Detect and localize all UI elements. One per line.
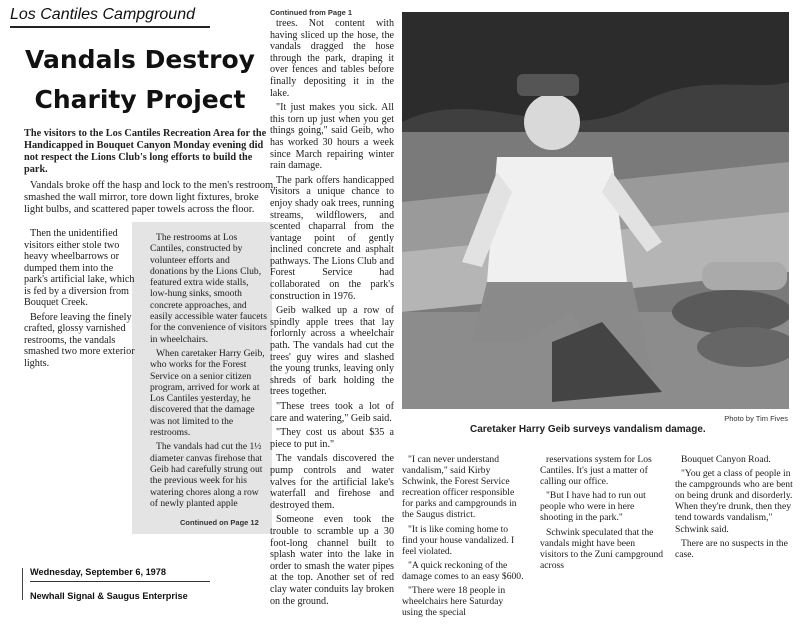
- headline: Vandals Destroy Charity Project: [25, 45, 255, 114]
- dateline-rule: [22, 568, 23, 600]
- paragraph: Geib walked up a row of spindly apple trees that lay forlornly across a wheelchair path. The vandals had cut the trees' guy wires and slashed the young trunks, leaving only shreds of bark holding the trees together.: [270, 305, 394, 398]
- paragraph: The vandals discovered the pump controls and water valves for the artificial lake's waterfall and firehose and destroyed them.: [270, 453, 394, 511]
- photo-credit: Photo by Tim Fives: [724, 414, 788, 423]
- newspaper-name: Newhall Signal & Saugus Enterprise: [30, 591, 188, 601]
- paragraph: The vandals had cut the 1½ diameter canvas firehose that Geib had carefully strung out the previous week for his watering chores along a row of newly planted apple: [150, 441, 263, 509]
- paragraph: The park offers handicapped visitors a unique chance to enjoy shady oak trees, running streams, wildflowers, and scented chaparral from the vantage point of gently inclined concrete and asphalt pathways. The Lions Club and Forest Service had collaborated on the park's construction in 1976.: [270, 174, 394, 302]
- paragraph: "It just makes you sick. All this torn up just when you get things going," said Geib, who has worked 30 hours a week since March repairing winter rain damage.: [270, 102, 394, 172]
- paragraph: When caretaker Harry Geib, who works for the Forest Service on a senior citizen program, arrived for work at Los Cantiles yesterday, he discovered that the damage was not limited to the restrooms.: [150, 347, 265, 439]
- paragraph: "It is like coming home to find your house vandalized. I feel violated.: [402, 523, 515, 557]
- photo-caption: Caretaker Harry Geib surveys vandalism damage.: [470, 424, 706, 435]
- column-lower-3: [675, 454, 793, 563]
- continued-from-label: Continued from Page 1: [270, 8, 353, 17]
- continued-on-label: Continued on Page 12: [180, 518, 259, 527]
- column-left: [24, 228, 136, 372]
- deck-paragraph: The visitors to the Los Cantiles Recreation Area for the Handicapped in Bouquet Canyon Monday evening did not respect the Lions Club's long efforts to build the park.: [24, 128, 267, 175]
- column-lower-1: [402, 454, 524, 621]
- paragraph: "I can never understand vandalism," said Kirby Schwink, the Forest Service recreation officer responsible for parks and campgrounds in the Saugus district.: [402, 454, 517, 521]
- photo-illustration: [402, 12, 789, 409]
- paragraph: "You get a class of people in the campgrounds who are bent on being drunk and disorderly. When they're drunk, then they tend towards vandalism," Schwink said.: [675, 468, 793, 535]
- paragraph: "They cost us about $35 a piece to put in.": [270, 427, 394, 450]
- intro-paragraph: [24, 180, 276, 219]
- section-label: Los Cantiles Campground: [10, 6, 210, 28]
- paragraph: trees. Not content with having sliced up the hose, the vandals dragged the hose through the park, draping it over fences and tables before finally depositing it in the lake.: [270, 18, 394, 99]
- paragraph: The restrooms at Los Cantiles, constructed by volunteer efforts and donations by the Lions Club, featured extra wide stalls, low-hung sinks, smooth concrete approaches, and easily accessible water faucets for the convenience of visitors in wheelchairs.: [150, 232, 267, 345]
- publication-date: Wednesday, September 6, 1978: [30, 567, 210, 582]
- paragraph: Then the unidentified visitors either stole two heavy wheelbarrows or dumped them into the park's artificial lake, which is fed by a diversion from Bouquet Creek.: [24, 228, 135, 308]
- paragraph: Someone even took the trouble to scramble up a 30 foot-long channel built to splash water into the lake in order to smash the water pipes at the top. Another set of red clay water conduits lay broken on the ground.: [270, 514, 394, 607]
- paragraph: "There were 18 people in wheelchairs here Saturday using the special: [402, 585, 506, 619]
- column-lower-2: [540, 454, 665, 574]
- dateline: [30, 567, 210, 601]
- caretaker-photo: [402, 12, 789, 409]
- paragraph: "But I have had to run out people who were in here shooting in the park.": [540, 490, 646, 524]
- paragraph: There are no suspects in the case.: [675, 537, 788, 560]
- paragraph: "These trees took a lot of care and watering," Geib said.: [270, 401, 394, 424]
- column-middle: [270, 18, 394, 610]
- paragraph: reservations system for Los Cantiles. It's just a matter of calling our office.: [540, 454, 652, 488]
- column-right: [150, 232, 268, 512]
- paragraph: Bouquet Canyon Road.: [681, 454, 771, 465]
- paragraph: Vandals broke off the hasp and lock to the men's restroom, smashed the wall mirror, tore down light fixtures, broke light bulbs, and scattered paper towels across the floor.: [24, 180, 276, 215]
- paragraph: Schwink speculated that the vandals might have been visitors to the Zuni campground across: [540, 526, 664, 571]
- paragraph: Before leaving the finely crafted, glossy varnished restrooms, the vandals smashed two more exterior lights.: [24, 311, 135, 369]
- paragraph: "A quick reckoning of the damage comes to an easy $600.: [402, 559, 524, 582]
